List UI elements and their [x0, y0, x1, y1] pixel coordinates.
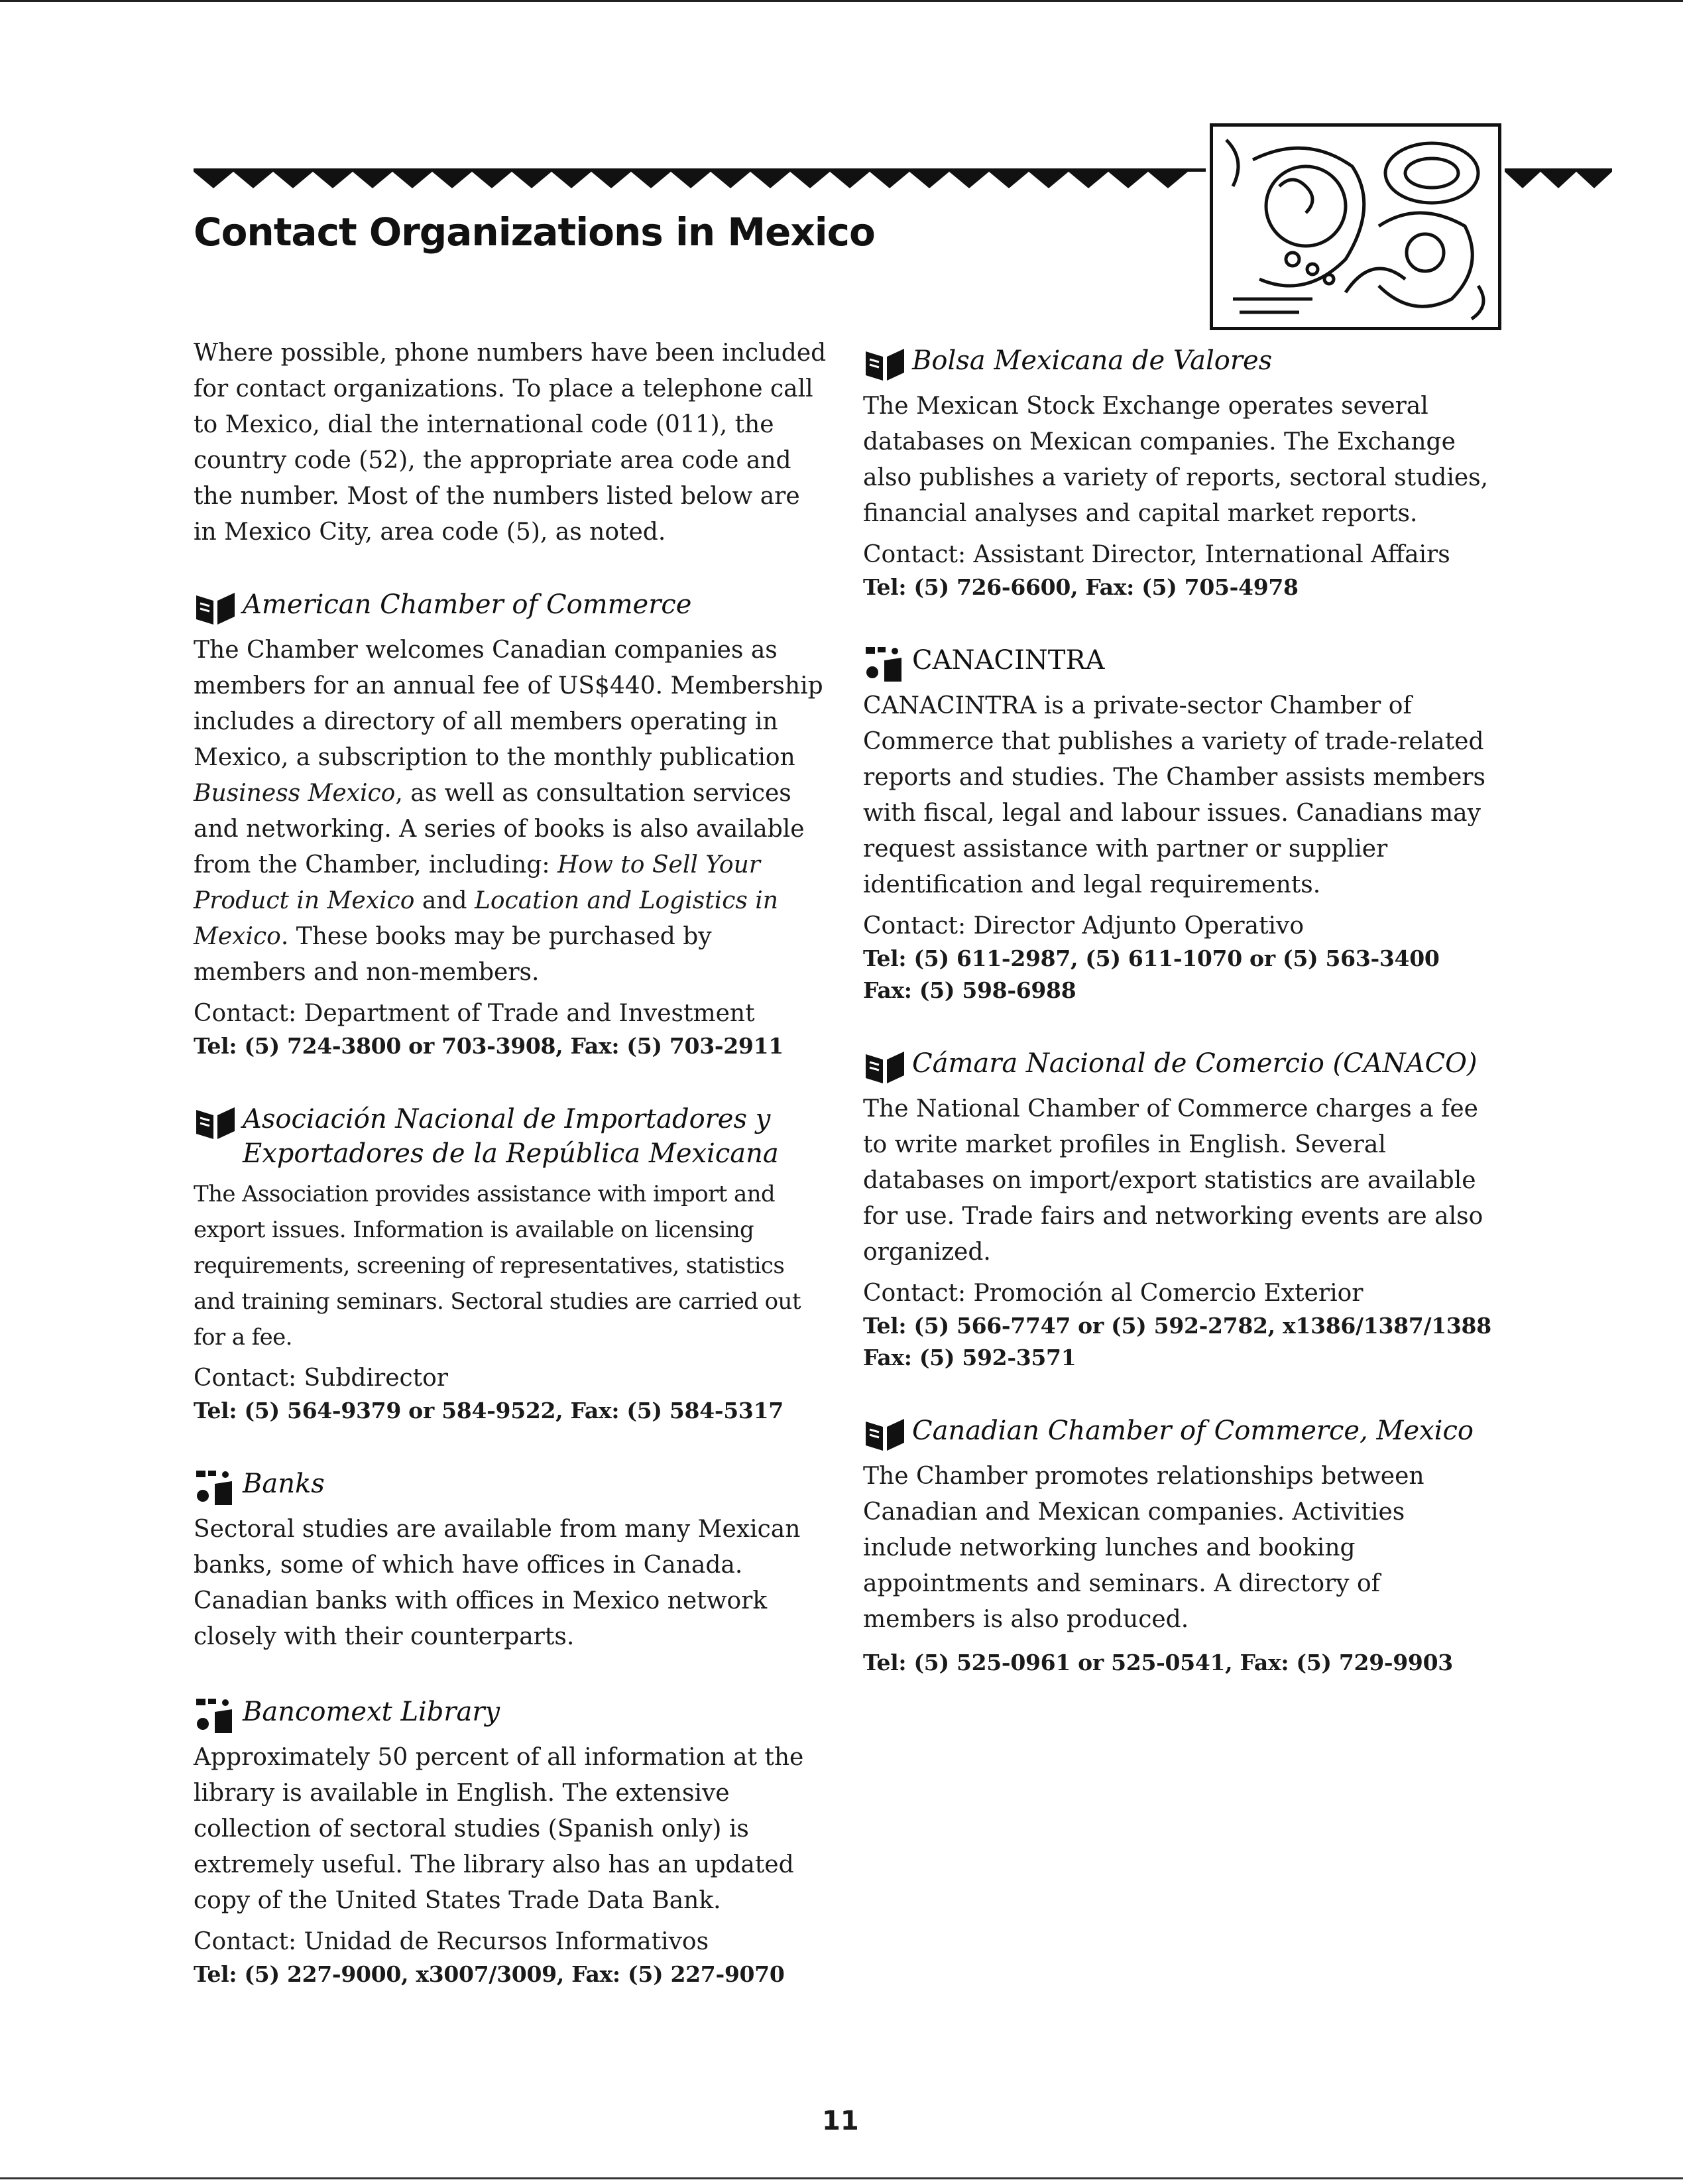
bottom-border — [0, 2177, 1683, 2179]
section-heading: Cámara Nacional de Comercio (CANACO) — [912, 1048, 1478, 1079]
person-icon — [194, 1696, 237, 1734]
book-icon — [194, 1103, 237, 1142]
section-body: The Chamber welcomes Canadian companies as members for an annual fee of US$440. Membership includes a directory of all members operating in Mexico, a subscription to the monthly publication Business Mexico, as well as consultation services and networking. A series of books is also available from the Chamber, including: How to Sell Your Product in Mexico and Location and Logistics in Mexico. These books may be purchased by members and non-members. — [194, 637, 823, 986]
triangle-band-right — [1505, 168, 1612, 188]
band-triangle — [909, 172, 949, 188]
contact-line: Contact: Director Adjunto Operativo — [863, 912, 1305, 940]
tel-line: Tel: (5) 726-6600, Fax: (5) 705-4978 — [863, 574, 1299, 600]
right-column — [863, 343, 1499, 1719]
section-bolsa-mexicana — [863, 343, 1499, 603]
section-american-chamber — [194, 587, 830, 1062]
section-heading: Asociación Nacional de Importadores y Exportadores de la República Mexicana — [243, 1104, 779, 1169]
band-triangle — [1505, 172, 1540, 188]
band-triangle — [472, 172, 512, 188]
tel-line: Tel: (5) 611-2987, (5) 611-1070 or (5) 563-3400 — [863, 945, 1440, 971]
band-triangle — [591, 172, 631, 188]
band-triangle — [989, 172, 1029, 188]
band-triangle — [870, 172, 909, 188]
section-asociacion-nacional — [194, 1102, 830, 1427]
mayan-glyph-emblem — [1210, 123, 1501, 330]
section-bancomext-library — [194, 1695, 830, 1990]
mayan-glyph-icon — [1213, 127, 1498, 327]
fax-line: Fax: (5) 598-6988 — [863, 977, 1076, 1003]
band-triangle — [1029, 172, 1069, 188]
section-body: Approximately 50 percent of all information at the library is available in English. The extensive collection of sectoral studies (Spanish only) is extremely useful. The library also has an updated copy of the United States Trade Data Bank. — [194, 1744, 804, 1914]
contact-line: Contact: Department of Trade and Investment — [194, 1000, 755, 1027]
section-heading: Bolsa Mexicana de Valores — [912, 345, 1273, 376]
book-icon — [194, 589, 237, 627]
section-body: The Chamber promotes relationships between Canadian and Mexican companies. Activities include networking lunches and booking appointments and seminars. A directory of members is also produced. — [863, 1463, 1424, 1633]
contact-line: Contact: Promoción al Comercio Exterior — [863, 1280, 1364, 1307]
fax-line: Fax: (5) 592-3571 — [863, 1345, 1076, 1370]
band-triangle — [392, 172, 432, 188]
band-triangle — [830, 172, 870, 188]
section-heading: CANACINTRA — [912, 645, 1105, 676]
section-camara-nacional — [863, 1046, 1499, 1374]
contact-line: Contact: Assistant Director, International Affairs — [863, 541, 1450, 568]
book-icon — [863, 1415, 907, 1453]
person-icon — [863, 644, 907, 683]
contact-line: Contact: Subdirector — [194, 1365, 449, 1392]
section-canacintra — [863, 643, 1499, 1006]
section-body: The Association provides assistance with import and export issues. Information is available on licensing requirements, screening of representatives, statistics and training seminars. Sectoral studies are carried out for a fee. — [194, 1181, 801, 1351]
left-column — [194, 335, 830, 2030]
band-triangle — [1576, 172, 1612, 188]
section-body: The Mexican Stock Exchange operates several databases on Mexican companies. The Exchange also publishes a variety of reports, sectoral studies, financial analyses and capital market reports. — [863, 393, 1489, 527]
section-body: The National Chamber of Commerce charges a fee to write market profiles in English. Several databases on import/export statistics are available for use. Trade fairs and networking events are also organized. — [863, 1095, 1483, 1266]
contact-line: Contact: Unidad de Recursos Informativos — [194, 1928, 709, 1955]
section-heading: Banks — [243, 1469, 325, 1499]
band-triangle — [1540, 172, 1576, 188]
section-banks — [194, 1467, 830, 1655]
page-title: Contact Organizations in Mexico — [194, 210, 875, 255]
section-body: Sectoral studies are available from many Mexican banks, some of which have offices in Canada. Canadian banks with offices in Mexico network closely with their counterparts. — [194, 1516, 801, 1650]
triangle-band — [194, 168, 1206, 188]
band-triangle — [949, 172, 989, 188]
band-triangle — [671, 172, 711, 188]
top-border — [0, 0, 1683, 5]
band-triangle — [194, 172, 233, 188]
tel-line: Tel: (5) 566-7747 or (5) 592-2782, x1386/1387/1388 — [863, 1313, 1491, 1339]
person-icon — [194, 1468, 237, 1506]
band-triangle — [233, 172, 273, 188]
band-triangle — [313, 172, 353, 188]
band-triangle — [711, 172, 750, 188]
band-triangle — [1069, 172, 1108, 188]
section-body: CANACINTRA is a private-sector Chamber of Commerce that publishes a variety of trade-related reports and studies. The Chamber assists members with fiscal, legal and labour issues. Canadians may request assistance with partner or supplier identification and legal requirements. — [863, 692, 1485, 898]
band-triangle — [512, 172, 551, 188]
band-triangle — [790, 172, 830, 188]
tel-line: Tel: (5) 227-9000, x3007/3009, Fax: (5) 227-9070 — [194, 1961, 785, 1987]
page-number: 11 — [822, 2106, 859, 2136]
band-triangle — [551, 172, 591, 188]
band-triangle — [432, 172, 472, 188]
band-triangle — [273, 172, 313, 188]
book-icon — [863, 345, 907, 383]
band-triangle — [1108, 172, 1148, 188]
tel-line: Tel: (5) 525-0961 or 525-0541, Fax: (5) 729-9903 — [863, 1650, 1453, 1675]
tel-line: Tel: (5) 564-9379 or 584-9522, Fax: (5) 584-5317 — [194, 1398, 783, 1424]
band-triangle — [631, 172, 671, 188]
section-heading: Bancomext Library — [243, 1697, 500, 1727]
band-triangle — [750, 172, 790, 188]
section-heading: American Chamber of Commerce — [243, 589, 692, 620]
tel-line: Tel: (5) 724-3800 or 703-3908, Fax: (5) 703-2911 — [194, 1033, 783, 1059]
band-triangle — [1148, 172, 1188, 188]
section-heading: Canadian Chamber of Commerce, Mexico — [912, 1416, 1474, 1446]
band-triangle — [353, 172, 392, 188]
book-icon — [863, 1048, 907, 1086]
intro-paragraph: Where possible, phone numbers have been included for contact organizations. To place a telephone call to Mexico, dial the international code (011), the country code (52), the appropriate area code and the number. Most of the numbers listed below are in Mexico City, area code (5), as noted. — [194, 339, 827, 546]
section-canadian-chamber — [863, 1414, 1499, 1679]
